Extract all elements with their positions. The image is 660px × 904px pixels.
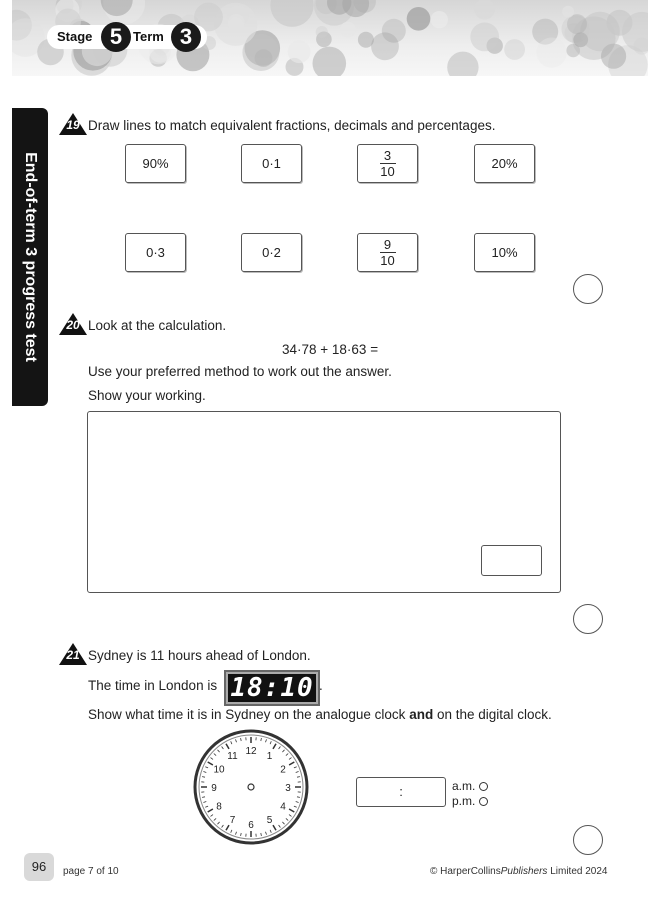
method-instruction: Use your preferred method to work out the answer. (88, 364, 392, 379)
clock-number: 3 (285, 783, 291, 794)
analogue-clock[interactable] (192, 728, 310, 846)
question-19-marker (59, 113, 87, 135)
numerator: 3 (383, 148, 392, 163)
clock-number: 5 (266, 815, 273, 826)
question-19-prompt: Draw lines to match equivalent fractions, decimals and percentages. (88, 118, 496, 133)
working-instruction: Show your working. (88, 388, 206, 403)
london-digital-clock (224, 670, 320, 706)
match-box[interactable] (474, 144, 535, 183)
denominator: 10 (380, 164, 395, 179)
numerator: 9 (383, 237, 392, 252)
match-box[interactable] (357, 233, 418, 272)
bubble (537, 38, 567, 68)
fraction (380, 238, 396, 267)
bubble (255, 49, 273, 67)
term-number: 3 (171, 22, 201, 52)
bubble (316, 26, 328, 38)
match-box[interactable] (125, 233, 186, 272)
question-20-number: 20 (66, 318, 80, 332)
page-number: 96 (24, 853, 54, 881)
london-time: 18:10 (230, 673, 314, 703)
page-of: page 7 of 10 (63, 866, 119, 877)
bubble (504, 39, 525, 60)
side-tab (12, 108, 48, 406)
stage-term-pill (47, 25, 207, 49)
box-value: 0·2 (262, 245, 281, 260)
clock-number: 6 (248, 820, 254, 831)
denominator: 10 (380, 253, 395, 268)
bubble (474, 0, 495, 20)
fraction (380, 149, 396, 178)
match-box[interactable] (125, 144, 186, 183)
question-21-prompt: Sydney is 11 hours ahead of London. (88, 648, 311, 663)
clock-number: 1 (266, 751, 273, 762)
copyright: © HarperCollinsPublishers Limited 2024 (430, 866, 608, 877)
box-value: 10% (491, 245, 518, 260)
answer-box[interactable] (481, 545, 542, 576)
stage-number: 5 (101, 22, 131, 52)
question-20-marker (59, 313, 87, 335)
clock-number: 9 (211, 783, 217, 794)
clock-number: 11 (227, 751, 238, 762)
digital-separator: : (399, 784, 403, 799)
question-21-number: 21 (66, 648, 80, 662)
clock-number: 12 (245, 746, 257, 757)
am-option[interactable]: a.m. (452, 779, 488, 793)
am-radio[interactable] (479, 782, 488, 791)
bubble (313, 47, 347, 76)
clock-center (248, 784, 254, 790)
london-label: The time in London is (88, 678, 218, 693)
bubble (431, 11, 448, 28)
match-box[interactable] (357, 144, 418, 183)
match-box[interactable] (241, 233, 302, 272)
bubble (470, 23, 499, 52)
box-value: 0·1 (262, 156, 281, 171)
bubble (447, 52, 478, 76)
stage-label: Stage (57, 29, 93, 44)
mark-circle-19[interactable] (573, 274, 603, 304)
calculation: 34·78 + 18·63 = (282, 342, 379, 357)
mark-circle-20[interactable] (573, 604, 603, 634)
term-label: Term (133, 29, 164, 44)
clock-instruction: Show what time it is in Sydney on the analogue clock and on the digital clock. (88, 707, 552, 722)
question-20-prompt: Look at the calculation. (88, 318, 227, 333)
bubble (371, 32, 399, 60)
clock-number: 10 (213, 764, 225, 776)
bubble (580, 12, 620, 52)
pm-radio[interactable] (479, 797, 488, 806)
clock-number: 2 (280, 764, 286, 776)
pm-option[interactable]: p.m. (452, 794, 488, 808)
bubble (340, 22, 356, 38)
bubble (562, 6, 574, 18)
bubble (407, 7, 431, 31)
match-box[interactable] (241, 144, 302, 183)
box-value: 20% (491, 156, 518, 171)
sydney-digital-clock[interactable] (356, 777, 446, 807)
bubble (288, 40, 311, 63)
mark-circle-21[interactable] (573, 825, 603, 855)
bubble (270, 0, 313, 27)
clock-number: 7 (229, 815, 236, 826)
clock-number: 8 (216, 801, 222, 813)
box-value: 90% (142, 156, 169, 171)
clock-number: 4 (280, 801, 286, 813)
question-19-number: 19 (66, 118, 80, 132)
question-21-marker (59, 643, 87, 665)
match-box[interactable] (474, 233, 535, 272)
box-value: 0·3 (146, 245, 165, 260)
side-tab-label: End-of-term 3 progress test (22, 152, 39, 362)
